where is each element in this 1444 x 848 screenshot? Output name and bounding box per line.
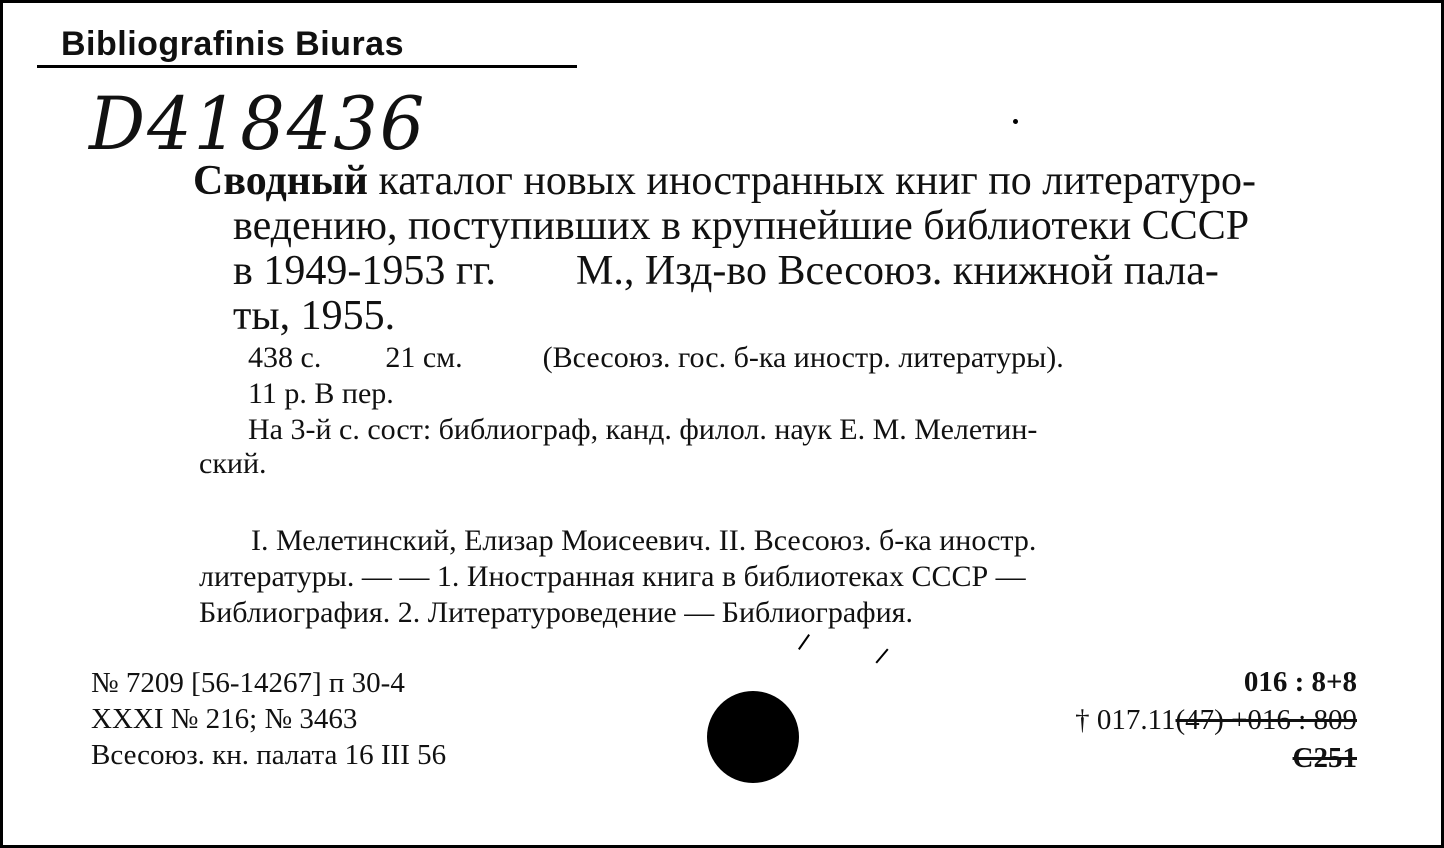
udc-prefix: † 017.11	[1075, 704, 1176, 736]
page-count: 438 с.	[248, 341, 322, 374]
stamp-underline	[37, 65, 577, 68]
title-line-3	[193, 249, 1373, 294]
pencil-mark	[875, 648, 888, 663]
compiler-note-line-2: ский.	[199, 447, 267, 480]
pencil-mark	[798, 634, 810, 650]
registration-info	[91, 665, 446, 773]
collation	[248, 340, 1064, 412]
classification-codes	[1075, 663, 1357, 777]
tracing-line-3: Библиография. 2. Литературоведение — Библиография.	[199, 596, 913, 629]
card-punch-hole	[707, 691, 799, 783]
book-size: 21 см.	[385, 341, 463, 374]
compiler-note-line-1: На 3-й с. сост: библиограф, канд. филол. наук Е. М. Мелетин-	[248, 413, 1038, 446]
ink-dot	[1013, 119, 1018, 124]
bibliographic-title	[193, 159, 1373, 339]
title-line-4: ты, 1955.	[233, 293, 396, 339]
series-note: (Всесоюз. гос. б-ка иностр. литературы).	[542, 341, 1064, 374]
registration-line-2: XXXI № 216; № 3463	[91, 703, 358, 735]
registration-line-1: № 7209 [56-14267] п 30-4	[91, 667, 405, 699]
title-line-1: каталог новых иностранных книг по литературо-	[367, 158, 1257, 204]
registration-line-3: Всесоюз. кн. палата 16 III 56	[91, 739, 447, 771]
title-line-2: ведению, поступивших в крупнейшие библиотеки СССР	[233, 203, 1250, 249]
library-stamp: Bibliografinis Biuras	[61, 25, 404, 63]
struck-bbk-code: С251	[1292, 742, 1357, 774]
title-heading-word: Сводный	[193, 158, 368, 204]
subject-tracings	[199, 523, 1036, 631]
title-years: в 1949-1953 гг.	[233, 248, 497, 294]
price-binding: 11 р. В пер.	[248, 377, 394, 410]
handwritten-shelfmark: D418436	[89, 80, 427, 168]
tracing-line-2: литературы. — — 1. Иностранная книга в библиотеках СССР —	[199, 560, 1026, 593]
udc-code: 016 : 8+8	[1243, 666, 1357, 698]
imprint: М., Изд-во Всесоюз. книжной пала-	[576, 248, 1219, 294]
struck-code: (47) +016 : 809	[1175, 704, 1357, 736]
udc-code-secondary	[1075, 701, 1357, 739]
tracing-line-1: I. Мелетинский, Елизар Моисеевич. II. Всесоюз. б-ка иностр.	[251, 524, 1037, 557]
